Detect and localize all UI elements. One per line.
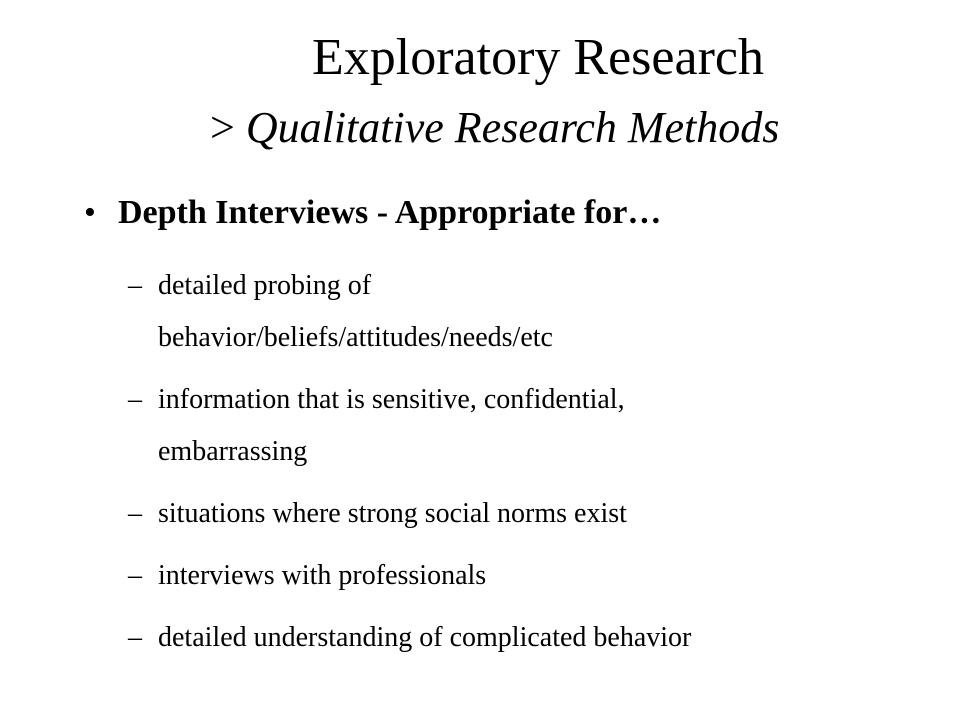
subtitle-prefix: > [210,103,235,152]
dash-marker: – [128,270,142,301]
dash-marker: – [128,498,142,529]
dash-marker: – [128,384,142,415]
sub-item [128,612,691,664]
dash-marker: – [128,622,142,653]
sub-item-continuation: embarrassing [158,436,308,467]
sub-item-text: situations where strong social norms exist [158,498,627,529]
slide-subtitle [210,101,779,155]
bullet-marker: • [84,194,96,231]
sub-item [128,550,486,602]
sub-item [128,260,553,364]
sub-item-text: interviews with professionals [158,560,487,591]
sub-item-text: detailed understanding of complicated behavior [158,622,692,653]
main-bullet [84,188,661,238]
main-bullet-text: Depth Interviews - Appropriate for… [118,194,662,231]
dash-marker: – [128,560,142,591]
sub-item [128,374,625,478]
sub-item-text: information that is sensitive, confidential, [158,384,625,415]
sub-item [128,488,627,540]
subtitle-text: Qualitative Research Methods [245,103,780,152]
sub-item-continuation: behavior/beliefs/attitudes/needs/etc [158,322,553,353]
sub-item-text: detailed probing of [158,270,372,301]
slide-title: Exploratory Research [312,29,764,86]
